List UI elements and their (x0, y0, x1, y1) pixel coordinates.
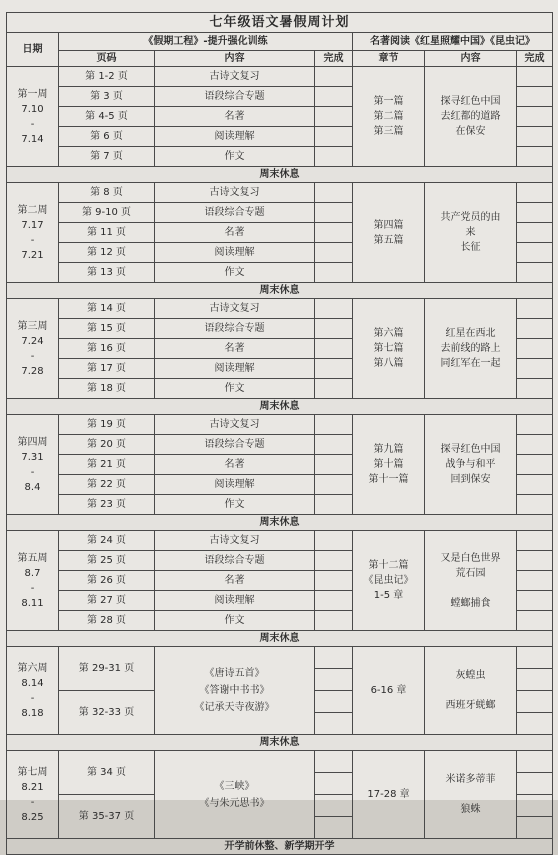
week-date-cell (7, 647, 59, 735)
task-content-cell: 作文 (155, 147, 315, 167)
page-cell: 第 27 页 (59, 591, 155, 611)
reading-content-column-header: 内容 (425, 51, 517, 67)
week-date-cell (7, 531, 59, 631)
reading-done-column-header: 完成 (517, 51, 553, 67)
task-content-cell: 阅读理解 (155, 243, 315, 263)
done-checkbox-cell[interactable] (315, 359, 353, 379)
done-checkbox-cell[interactable] (315, 107, 353, 127)
page-cell: 第 8 页 (59, 183, 155, 203)
done-checkbox-cell[interactable] (315, 551, 353, 571)
done-checkbox-cell[interactable] (315, 647, 353, 669)
reading-done-checkbox-cell[interactable] (517, 127, 553, 147)
week-date: 8.21 (21, 781, 44, 793)
week-date: - (30, 350, 35, 362)
chapter-item: 第十篇 (373, 459, 404, 470)
reading-item: 长征 (460, 242, 481, 253)
reading-done-checkbox-cell[interactable] (517, 591, 553, 611)
weekend-rest-row: 周末休息 (7, 735, 553, 751)
task-content-cell: 语段综合专题 (155, 87, 315, 107)
reading-content-cell (425, 751, 517, 839)
week-date: - (30, 118, 35, 130)
week-date: - (30, 796, 35, 808)
reading-item (425, 581, 516, 596)
done-checkbox-cell[interactable] (315, 243, 353, 263)
reading-done-checkbox-cell[interactable] (517, 183, 553, 203)
reading-item: 探寻红色中国 (440, 444, 501, 455)
week-label: 第六周 (17, 662, 48, 674)
reading-done-checkbox-cell[interactable] (517, 415, 553, 435)
chapter-column-header: 章节 (353, 51, 425, 67)
semester-start-row: 开学前休整、新学期开学 (7, 839, 553, 855)
chapter-item: 第十一篇 (368, 474, 409, 485)
page-cell: 第 17 页 (59, 359, 155, 379)
reading-done-checkbox-cell[interactable] (517, 87, 553, 107)
workbook-section-header: 《假期工程》-提升强化训练 (59, 33, 353, 51)
page-cell: 第 14 页 (59, 299, 155, 319)
reading-done-checkbox-cell[interactable] (517, 713, 553, 735)
task-content-cell: 语段综合专题 (155, 435, 315, 455)
reading-item: 去前线的路上 (440, 343, 501, 354)
page-cell: 第 21 页 (59, 455, 155, 475)
done-checkbox-cell[interactable] (315, 713, 353, 735)
poem-title: 《三峡》 (214, 780, 255, 792)
reading-done-checkbox-cell[interactable] (517, 107, 553, 127)
week-date-cell (7, 299, 59, 399)
week-date: 8.25 (21, 811, 44, 823)
week-date: 8.14 (21, 677, 44, 689)
done-checkbox-cell[interactable] (315, 795, 353, 817)
reading-section-header: 名著阅读《红星照耀中国》《昆虫记》 (353, 33, 553, 51)
reading-item: 回到保安 (450, 474, 491, 485)
week-label: 第七周 (17, 766, 48, 778)
chapter-item: 第六篇 (373, 328, 404, 339)
page-cell: 第 28 页 (59, 611, 155, 631)
reading-done-checkbox-cell[interactable] (517, 319, 553, 339)
reading-item: 灰蝗虫 (455, 670, 486, 681)
week-label: 第五周 (17, 552, 48, 564)
task-content-cell: 语段综合专题 (155, 551, 315, 571)
done-checkbox-cell[interactable] (315, 669, 353, 691)
reading-item: 在保安 (455, 126, 486, 137)
page-cell: 第 1-2 页 (59, 67, 155, 87)
reading-done-checkbox-cell[interactable] (517, 339, 553, 359)
page-cell: 第 29-31 页 (59, 647, 155, 691)
task-content-cell: 阅读理解 (155, 591, 315, 611)
week-date-cell (7, 415, 59, 515)
weekend-rest-row: 周末休息 (7, 399, 553, 415)
week-label: 第四周 (17, 436, 48, 448)
done-checkbox-cell[interactable] (315, 183, 353, 203)
done-checkbox-cell[interactable] (315, 339, 353, 359)
page-cell: 第 34 页 (59, 751, 155, 795)
done-checkbox-cell[interactable] (315, 611, 353, 631)
reading-done-checkbox-cell[interactable] (517, 571, 553, 591)
page-cell: 第 9-10 页 (59, 203, 155, 223)
reading-done-checkbox-cell[interactable] (517, 773, 553, 795)
done-checkbox-cell[interactable] (315, 495, 353, 515)
poem-title: 《与朱元思书》 (199, 797, 270, 809)
page-cell: 第 4-5 页 (59, 107, 155, 127)
chapter-cell (353, 751, 425, 839)
reading-done-checkbox-cell[interactable] (517, 795, 553, 817)
chapter-item: 第五篇 (373, 234, 404, 246)
reading-content-cell (425, 415, 517, 515)
task-content-cell: 名著 (155, 571, 315, 591)
week-date: 7.21 (21, 249, 44, 261)
task-content-cell: 古诗文复习 (155, 183, 315, 203)
page-cell: 第 12 页 (59, 243, 155, 263)
reading-done-checkbox-cell[interactable] (517, 817, 553, 839)
reading-item: 狼蛛 (460, 804, 481, 815)
task-content-cell: 古诗文复习 (155, 67, 315, 87)
week-label: 第二周 (17, 204, 48, 216)
week-date: 8.18 (21, 707, 44, 719)
reading-done-checkbox-cell[interactable] (517, 223, 553, 243)
chapter-item: 第二篇 (373, 111, 404, 122)
poem-title: 《答谢中书书》 (199, 685, 270, 696)
study-plan-table (6, 12, 553, 855)
week-date: - (30, 582, 35, 594)
week-label: 第三周 (17, 320, 48, 332)
weekend-rest-row: 周末休息 (7, 167, 553, 183)
reading-item: 来 (465, 227, 476, 238)
done-checkbox-cell[interactable] (315, 571, 353, 591)
pages-column-header: 页码 (59, 51, 155, 67)
chapter-item: 17-28 章 (367, 789, 410, 800)
poem-title: 《唐诗五首》 (204, 668, 265, 679)
done-column-header: 完成 (315, 51, 353, 67)
done-checkbox-cell[interactable] (315, 751, 353, 773)
done-checkbox-cell[interactable] (315, 435, 353, 455)
done-checkbox-cell[interactable] (315, 147, 353, 167)
reading-done-checkbox-cell[interactable] (517, 531, 553, 551)
done-checkbox-cell[interactable] (315, 67, 353, 87)
task-content-cell: 阅读理解 (155, 475, 315, 495)
week-date-cell (7, 67, 59, 167)
reading-content-cell (425, 183, 517, 283)
chapter-item: 第七篇 (373, 343, 404, 354)
week-date: 8.7 (24, 567, 41, 579)
done-checkbox-cell[interactable] (315, 223, 353, 243)
page-cell: 第 3 页 (59, 87, 155, 107)
chapter-cell (353, 67, 425, 167)
reading-item: 荒石园 (455, 567, 486, 579)
chapter-item: 第八篇 (373, 358, 404, 369)
week-date-cell (7, 751, 59, 839)
task-content-cell: 语段综合专题 (155, 319, 315, 339)
page-cell: 第 23 页 (59, 495, 155, 515)
reading-done-checkbox-cell[interactable] (517, 243, 553, 263)
reading-item: 红星在西北 (445, 328, 496, 339)
done-checkbox-cell[interactable] (315, 591, 353, 611)
page-cell: 第 22 页 (59, 475, 155, 495)
chapter-item: 第九篇 (373, 444, 404, 455)
reading-done-checkbox-cell[interactable] (517, 379, 553, 399)
chapter-cell (353, 415, 425, 515)
week-date: 8.11 (21, 597, 44, 609)
reading-done-checkbox-cell[interactable] (517, 203, 553, 223)
reading-done-checkbox-cell[interactable] (517, 669, 553, 691)
task-content-cell: 作文 (155, 495, 315, 515)
task-content-cell: 名著 (155, 107, 315, 127)
week-date: - (30, 466, 35, 478)
task-content-cell: 名著 (155, 455, 315, 475)
reading-content-cell (425, 299, 517, 399)
page-cell: 第 25 页 (59, 551, 155, 571)
chapter-item: 第四篇 (373, 219, 404, 231)
task-content-cell: 语段综合专题 (155, 203, 315, 223)
reading-done-checkbox-cell[interactable] (517, 495, 553, 515)
done-checkbox-cell[interactable] (315, 415, 353, 435)
chapter-item: 6-16 章 (370, 685, 407, 696)
done-checkbox-cell[interactable] (315, 531, 353, 551)
page-cell: 第 26 页 (59, 571, 155, 591)
reading-done-checkbox-cell[interactable] (517, 751, 553, 773)
done-checkbox-cell[interactable] (315, 691, 353, 713)
chapter-cell (353, 299, 425, 399)
reading-item: 西班牙蜣螂 (445, 700, 496, 711)
week-date: - (30, 234, 35, 246)
done-checkbox-cell[interactable] (315, 773, 353, 795)
done-checkbox-cell[interactable] (315, 299, 353, 319)
week-date: 7.28 (21, 365, 44, 377)
reading-item: 又是白色世界 (440, 552, 501, 564)
done-checkbox-cell[interactable] (315, 127, 353, 147)
done-checkbox-cell[interactable] (315, 475, 353, 495)
task-content-cell: 古诗文复习 (155, 299, 315, 319)
reading-item (425, 683, 516, 698)
reading-item: 米诺多蒂菲 (445, 774, 496, 785)
chapter-item: 1-5 章 (373, 590, 404, 601)
done-checkbox-cell[interactable] (315, 87, 353, 107)
chapter-item: 《昆虫记》 (363, 575, 414, 586)
page-cell: 第 20 页 (59, 435, 155, 455)
page-cell: 第 15 页 (59, 319, 155, 339)
task-content-cell: 古诗文复习 (155, 531, 315, 551)
reading-done-checkbox-cell[interactable] (517, 263, 553, 283)
week-date: - (30, 692, 35, 704)
page-cell: 第 18 页 (59, 379, 155, 399)
task-content-cell: 作文 (155, 611, 315, 631)
reading-item: 战争与和平 (445, 459, 496, 470)
week-date: 7.24 (21, 335, 44, 347)
reading-done-checkbox-cell[interactable] (517, 299, 553, 319)
page-title: 七年级语文暑假周计划 (7, 13, 553, 33)
reading-done-checkbox-cell[interactable] (517, 455, 553, 475)
date-header: 日期 (7, 33, 59, 67)
poem-title: 《记承天寺夜游》 (194, 702, 275, 713)
week-label: 第一周 (17, 88, 48, 100)
task-content-cell: 名著 (155, 223, 315, 243)
reading-done-checkbox-cell[interactable] (517, 611, 553, 631)
done-checkbox-cell[interactable] (315, 379, 353, 399)
reading-item: 共产党员的由 (440, 212, 501, 223)
reading-done-checkbox-cell[interactable] (517, 691, 553, 713)
done-checkbox-cell[interactable] (315, 817, 353, 839)
done-checkbox-cell[interactable] (315, 203, 353, 223)
page-cell: 第 24 页 (59, 531, 155, 551)
week-date: 7.10 (21, 103, 44, 115)
reading-item: 同红军在一起 (440, 358, 501, 369)
task-content-cell: 阅读理解 (155, 127, 315, 147)
week-date: 7.17 (21, 219, 44, 231)
weekend-rest-row: 周末休息 (7, 283, 553, 299)
done-checkbox-cell[interactable] (315, 263, 353, 283)
reading-done-checkbox-cell[interactable] (517, 359, 553, 379)
reading-content-cell (425, 67, 517, 167)
page-cell: 第 16 页 (59, 339, 155, 359)
week-date: 7.14 (21, 133, 44, 145)
page-cell: 第 19 页 (59, 415, 155, 435)
page-cell: 第 11 页 (59, 223, 155, 243)
reading-item: 螳螂捕食 (450, 597, 491, 609)
reading-done-checkbox-cell[interactable] (517, 67, 553, 87)
task-content-cell (155, 647, 315, 735)
reading-done-checkbox-cell[interactable] (517, 147, 553, 167)
task-content-cell (155, 751, 315, 839)
chapter-cell (353, 183, 425, 283)
reading-done-checkbox-cell[interactable] (517, 551, 553, 571)
page-cell: 第 6 页 (59, 127, 155, 147)
week-date: 8.4 (24, 481, 41, 493)
page-cell: 第 35-37 页 (59, 795, 155, 839)
page-cell: 第 13 页 (59, 263, 155, 283)
done-checkbox-cell[interactable] (315, 319, 353, 339)
reading-content-cell (425, 647, 517, 735)
reading-done-checkbox-cell[interactable] (517, 435, 553, 455)
task-content-cell: 名著 (155, 339, 315, 359)
chapter-item: 第十二篇 (368, 560, 409, 571)
content-column-header: 内容 (155, 51, 315, 67)
page-cell: 第 32-33 页 (59, 691, 155, 735)
week-date: 7.31 (21, 451, 44, 463)
reading-done-checkbox-cell[interactable] (517, 647, 553, 669)
chapter-item: 第三篇 (373, 126, 404, 137)
page-cell: 第 7 页 (59, 147, 155, 167)
reading-item: 去红都的道路 (440, 111, 501, 122)
reading-item: 探寻红色中国 (440, 96, 501, 107)
week-date-cell (7, 183, 59, 283)
chapter-item: 第一篇 (373, 96, 404, 107)
reading-content-cell (425, 531, 517, 631)
task-content-cell: 作文 (155, 379, 315, 399)
done-checkbox-cell[interactable] (315, 455, 353, 475)
chapter-cell (353, 531, 425, 631)
chapter-cell (353, 647, 425, 735)
reading-done-checkbox-cell[interactable] (517, 475, 553, 495)
task-content-cell: 作文 (155, 263, 315, 283)
weekend-rest-row: 周末休息 (7, 515, 553, 531)
task-content-cell: 古诗文复习 (155, 415, 315, 435)
task-content-cell: 阅读理解 (155, 359, 315, 379)
weekend-rest-row: 周末休息 (7, 631, 553, 647)
